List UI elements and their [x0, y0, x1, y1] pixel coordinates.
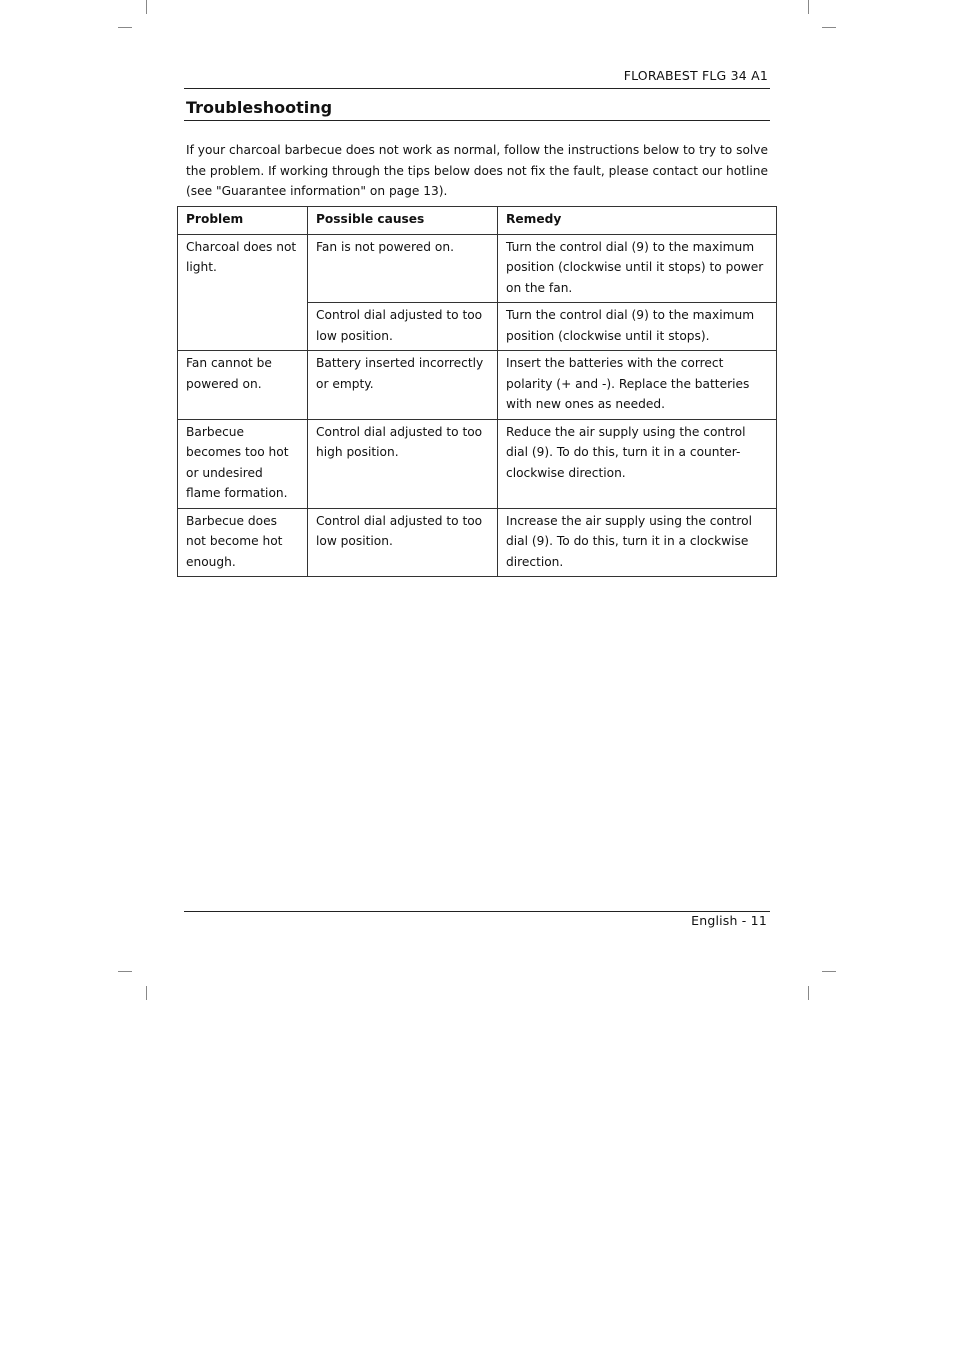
column-header-remedy: Remedy [498, 207, 777, 235]
column-header-problem: Problem [178, 207, 308, 235]
table-row [178, 508, 777, 577]
remedy-cell: Insert the batteries with the correct polarity (+ and -). Replace the batteries with new ones as needed. [498, 351, 777, 420]
crop-mark [822, 971, 836, 972]
page-number: English - 11 [691, 913, 767, 928]
table-row [178, 419, 777, 508]
cause-cell: Control dial adjusted to too low position. [308, 508, 498, 577]
crop-mark [118, 27, 132, 28]
intro-paragraph: If your charcoal barbecue does not work as normal, follow the instructions below to try to solve the problem. If working through the tips below does not fix the fault, please contact our hotline (see "Guarantee information" on page 13). [186, 143, 768, 198]
column-header-causes: Possible causes [308, 207, 498, 235]
table-header-row [178, 207, 777, 235]
problem-cell: Barbecue does not become hot enough. [178, 508, 308, 577]
crop-mark [146, 0, 147, 14]
problem-cell: Fan cannot be powered on. [178, 351, 308, 420]
remedy-cell: Turn the control dial (9) to the maximum position (clockwise until it stops) to power on the fan. [498, 234, 777, 303]
crop-mark [808, 0, 809, 14]
running-header: FLORABEST FLG 34 A1 [623, 68, 768, 83]
table-row [178, 234, 777, 303]
crop-mark [808, 986, 809, 1000]
title-divider [184, 120, 770, 121]
cause-cell: Fan is not powered on. [308, 234, 498, 303]
crop-mark [822, 27, 836, 28]
problem-cell: Barbecue becomes too hot or undesired flame formation. [178, 419, 308, 508]
cause-cell: Control dial adjusted to too high position. [308, 419, 498, 508]
header-divider [184, 88, 770, 89]
remedy-cell: Turn the control dial (9) to the maximum position (clockwise until it stops). [498, 303, 777, 351]
troubleshooting-table [177, 206, 777, 577]
footer-divider [184, 911, 770, 912]
crop-mark [118, 971, 132, 972]
problem-cell: Charcoal does not light. [178, 234, 308, 351]
crop-mark [146, 986, 147, 1000]
table-row [178, 351, 777, 420]
cause-cell: Battery inserted incorrectly or empty. [308, 351, 498, 420]
cause-cell: Control dial adjusted to too low position. [308, 303, 498, 351]
section-title: Troubleshooting [186, 98, 333, 117]
remedy-cell: Increase the air supply using the control dial (9). To do this, turn it in a clockwise direction. [498, 508, 777, 577]
remedy-cell: Reduce the air supply using the control dial (9). To do this, turn it in a counter-clockwise direction. [498, 419, 777, 508]
